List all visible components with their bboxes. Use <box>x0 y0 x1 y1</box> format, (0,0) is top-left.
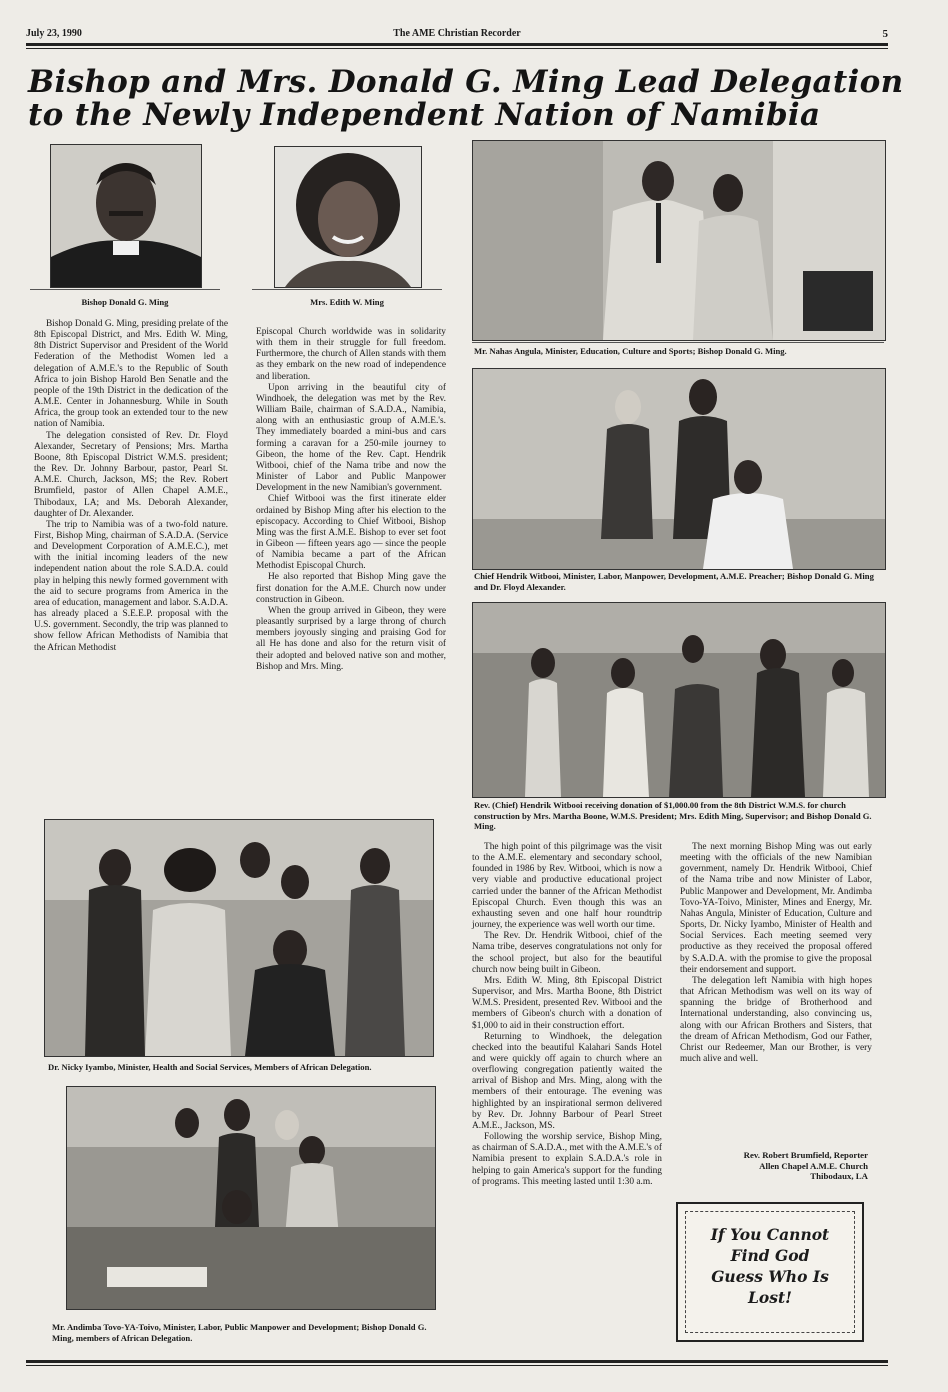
article-paragraph: Mrs. Edith W. Ming, 8th Episcopal District Supervisor, and Mrs. Martha Boone, 8th District W.M.S. President, presented Rev. Witbooi and the members of Gibeon's church with a donation of $1,000 to aid in their construction effort. <box>472 975 662 1031</box>
article-paragraph: The next morning Bishop Ming was out early meeting with the officials of the new Namibian government, namely Dr. Hendrik Witbooi, Chief of the Nama tribe and now Minister of Labor, Public Manpower and Development, Mr. Andimba Tovo-YA-Toivo, Minister, Mines and Energy, Mr. Nahas Angula, Minister of Education, Culture and Sports, Dr. Nicky Iyambo, Minister of Health and Social Services. Each meeting seemed very productive as they received the proposal offered by S.A.D.A. with the promise to give the proposal their endorsement and support. <box>680 842 872 975</box>
headline-line-1: Bishop and Mrs. Donald G. Ming Lead Delegation <box>28 64 904 100</box>
page-header <box>26 28 888 42</box>
article-paragraph: Following the worship service, Bishop Ming, as chairman of S.A.D.A., met with the A.M.E.'s of Namibia present to explain S.A.D.A.'s role in helping to gain America's support for the funding of programs. This meeting lasted until 1:30 a.m. <box>472 1132 662 1187</box>
slogan-text <box>678 1224 862 1308</box>
article-paragraph: The high point of this pilgrimage was the visit to the A.M.E. elementary and secondary school, founded in 1986 by Rev. Witbooi, which is now a very viable and productive educational project carried under the banner of the African Methodist Episcopal Church. Even though this was an exhausting seven and one half hour roundtrip journey, the experience was well worth our time. <box>472 842 662 931</box>
article-paragraph: The delegation left Namibia with high hopes that African Methodism was well on its way of spanning the bridge of Brotherhood and International understanding, also convincing us, along with our African Brothers and Sisters, that the dream of African Methodism, God our Father, Christ our Redeemer, Man our Brother, is very much alive and well. <box>680 975 872 1064</box>
slogan-line: Lost! <box>748 1288 792 1307</box>
slogan-line: Guess Who Is <box>711 1267 829 1286</box>
angula-photo-image <box>473 141 885 340</box>
article-column-2 <box>256 327 446 673</box>
caption-iyambo: Dr. Nicky Iyambo, Minister, Health and Social Services, Members of African Delegation. <box>48 1062 372 1072</box>
photo-witbooi <box>472 368 886 570</box>
headline <box>28 66 908 132</box>
footer-rule <box>26 1360 888 1363</box>
article-paragraph: He also reported that Bishop Ming gave the first donation for the A.M.E. Church now under construction in Gibeon. <box>256 572 446 605</box>
article-column-3 <box>472 842 662 1188</box>
article-paragraph: When the group arrived in Gibeon, they were pleasantly surprised by a large throng of church members joyously singing and praising God for all He has done and also for the return visit of their adopted and beloved native son and mother, Bishop and Mrs. Ming. <box>256 605 446 672</box>
article-paragraph: The delegation consisted of Rev. Dr. Floyd Alexander, Secretary of Pensions; Mrs. Martha Boone, 8th Episcopal District W.M.S. president; the Rev. Dr. Johnny Barbour, pastor, Pearl St. A.M.E. Church, Jackson, MS; the Rev. Robert Brumfield, pastor of Allen Chapel A.M.E., Thibodaux, LA; and Ms. Deborah Alexander, daughter of Dr. Alexander. <box>34 430 228 519</box>
article-paragraph: Upon arriving in the beautiful city of Windhoek, the delegation was met by the Rev. William Baile, chairman of S.A.D.A., Namibia, along with an enthusiastic group of A.M.E.'s. They immediately boarded a mini-bus and cars forming a caravan for a 250-mile journey to Gibeon, the home of the Rev. Capt. Hendrik Witbooi, chief of the Nama tribe and now the Minister of Labor and Public Manpower Development in the new Namibian's government. <box>256 382 446 494</box>
article-column-4 <box>680 842 872 1065</box>
footer-rule-thin <box>26 1365 888 1366</box>
donation-photo-image <box>473 603 885 797</box>
article-paragraph: The trip to Namibia was of a two-fold nature. First, Bishop Ming, chairman of S.A.D.A. (Service and Development Corporation of A.M.E.C.), met with the initial incoming leaders of the new independent nation about the role S.A.D.A. could play in helping this newly formed government with the aid to secure programs from America in the area of education, management and labor. S.A.D.A. has already placed a S.E.E.P. proposal with the U.S. government. Secondly, the trip was planned to show fellow African Methodists of Namibia that the African Methodist <box>34 519 228 653</box>
photo-edith-ming <box>274 146 422 288</box>
author-signature <box>680 1150 868 1182</box>
iyambo-photo-image <box>45 820 433 1056</box>
photo-toivo <box>66 1086 436 1310</box>
page-number: 5 <box>882 28 888 40</box>
bishop-portrait-image <box>51 145 201 287</box>
photo-iyambo <box>44 819 434 1057</box>
toivo-photo-image <box>67 1087 435 1309</box>
caption-donation: Rev. (Chief) Hendrik Witbooi receiving donation of $1,000.00 from the 8th District W.M.S. for church construction by Mrs. Martha Boone, W.M.S. President; Mrs. Edith Ming, Supervisor; and Bishop Donald G. Ming. <box>474 800 872 831</box>
issue-date: July 23, 1990 <box>26 28 82 39</box>
caption-angula: Mr. Nahas Angula, Minister, Education, Culture and Sports; Bishop Donald G. Ming. <box>474 346 787 356</box>
newspaper-name: The AME Christian Recorder <box>393 28 521 39</box>
signature-location: Thibodaux, LA <box>810 1171 868 1182</box>
caption-toivo: Mr. Andimba Tovo-YA-Toivo, Minister, Labor, Public Manpower and Development; Bishop Donald G. Ming, members of African Delegation. <box>52 1322 427 1343</box>
caption-witbooi: Chief Hendrik Witbooi, Minister, Labor, Manpower, Development, A.M.E. Preacher; Bishop Donald G. Ming and Dr. Floyd Alexander. <box>474 571 874 592</box>
photo-angula <box>472 140 886 341</box>
caption-rule <box>472 342 884 343</box>
caption-rule <box>30 289 220 290</box>
signature-church: Allen Chapel A.M.E. Church <box>759 1160 868 1171</box>
caption-bishop: Bishop Donald G. Ming <box>81 297 169 307</box>
header-rule-thin <box>26 48 888 49</box>
signature-name: Rev. Robert Brumfield, Reporter <box>743 1150 868 1160</box>
slogan-line: Find God <box>730 1246 810 1265</box>
article-paragraph: Chief Witbooi was the first itinerate elder ordained by Bishop Ming after his election to the episcopacy. According to Chief Witbooi, Bishop Ming was the first A.M.E. Bishop to ever set foot in Gibeon — fifteen years ago — since the people of Namibia became a part of the African Methodist Episcopal Church. <box>256 494 446 572</box>
slogan-line: If You Cannot <box>710 1225 830 1244</box>
photo-bishop-ming <box>50 144 202 288</box>
article-paragraph: Returning to Windhoek, the delegation checked into the beautiful Kalahari Sands Hotel and were quickly off again to church where an overflowing congregation patiently waited the arrival of Bishop and Mrs. Ming, along with the members of their entourage. The evening was highlighted by an inspirational sermon delivered by Rev. Dr. Johnny Barbour of Pearl Street A.M.E., Jackson, MS. <box>472 1031 662 1131</box>
edith-portrait-image <box>275 147 421 287</box>
boxed-slogan <box>676 1202 864 1342</box>
photo-donation <box>472 602 886 798</box>
witbooi-photo-image <box>473 369 885 569</box>
headline-line-2: to the Newly Independent Nation of Namibia <box>28 97 821 133</box>
article-paragraph: Episcopal Church worldwide was in solidarity with them in their struggle for full freedom. Furthermore, the church of Allen stands with them as they embark on the new road of independence and liberation. <box>256 327 446 382</box>
article-paragraph: Bishop Donald G. Ming, presiding prelate of the 8th Episcopal District, and Mrs. Edith W. Ming, 8th District Supervisor and President of the World Federation of the Methodist Women led a delegation of A.M.E.'s to the Republic of South Africa to join Bishop Harold Ben Senatle and the people of the 19th District in the dedication of the A.M.E. Center in Johannesburg. While in South Africa, the group took an extended tour to the new nation of Namibia. <box>34 319 229 430</box>
header-rule <box>26 43 888 46</box>
caption-rule <box>252 289 442 290</box>
caption-edith: Mrs. Edith W. Ming <box>310 297 384 307</box>
article-paragraph: The Rev. Dr. Hendrik Witbooi, chief of the Nama tribe, deserves congratulations not only for the school project, but also for the beautiful church now being built in Gibeon. <box>472 931 662 975</box>
article-column-1 <box>34 319 228 654</box>
